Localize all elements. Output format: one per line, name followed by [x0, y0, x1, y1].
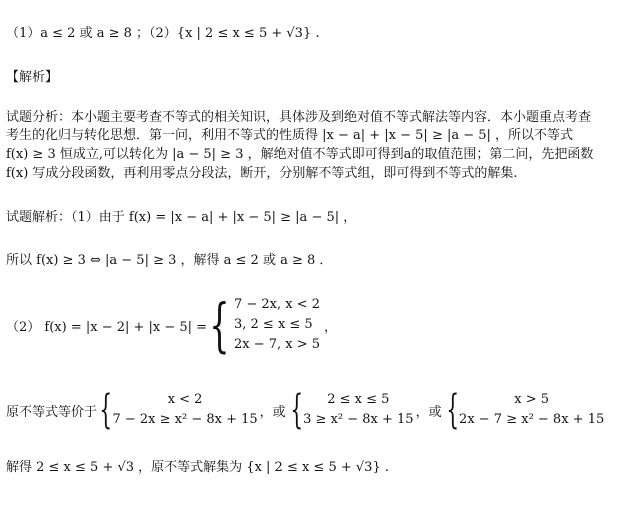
system-2	[303, 390, 413, 430]
system-1-brace: {	[99, 387, 113, 433]
analysis-line-4: f(x) 写成分段函数，再利用零点分段法，断开，分别解不等式组，即可得到不等式的解集.	[6, 166, 518, 181]
system-sep-1: ，或	[259, 404, 286, 420]
system-1	[112, 390, 257, 430]
system-1-bottom: 7 − 2x ≥ x² − 8x + 15	[112, 412, 258, 427]
final-answer-line: 解得 2 ≤ x ≤ 5 + √3 ，原不等式解集为 {x | 2 ≤ x ≤ 5 + √3} .	[6, 460, 389, 475]
system-2-brace: {	[290, 387, 303, 433]
system-sep-2: ，或	[415, 404, 442, 420]
left-brace: {	[209, 291, 230, 359]
piecewise-case-2: 3, 2 ≤ x ≤ 5	[233, 317, 313, 332]
system-3-bottom: 2x − 7 ≥ x² − 8x + 15	[459, 412, 605, 427]
system-1-top: x < 2	[167, 392, 203, 407]
system-2-top: 2 ≤ x ≤ 5	[327, 392, 390, 407]
piecewise-case-3: 2x − 7, x > 5	[233, 337, 321, 352]
section-title: 【解析】	[6, 70, 59, 85]
piecewise-case-1: 7 − 2x, x < 2	[233, 297, 321, 312]
analysis-line-1: 试题分析：本小题主要考查不等式的相关知识，具体涉及到绝对值不等式解法等内容．本小题重点考查	[6, 110, 592, 125]
piecewise-suffix: ，	[324, 319, 338, 335]
inequality-systems	[6, 387, 605, 433]
solution-line-1: 试题解析：（1）由于 f(x) = |x − a| + |x − 5| ≥ |a − 5| ，	[6, 210, 357, 225]
system-2-bottom: 3 ≥ x² − 8x + 15	[303, 412, 414, 427]
piecewise-prefix: （2） f(x) = |x − 2| + |x − 5| =	[6, 319, 208, 335]
answer-line: （1）a ≤ 2 或 a ≥ 8 ；（2）{x | 2 ≤ x ≤ 5 + √3} .	[6, 26, 320, 41]
system-prefix: 原不等式等价于	[6, 404, 98, 420]
analysis-line-3: f(x) ≥ 3 恒成立,可以转化为 |a − 5| ≥ 3 ，解绝对值不等式即可得到a的取值范围；第二问，先把函数	[6, 147, 594, 162]
system-3-brace: {	[445, 387, 459, 433]
analysis-line-2: 考生的化归与转化思想．第一问，利用不等式的性质得 |x − a| + |x − 5| ≥ |a − 5| ，所以不等式	[6, 128, 574, 143]
piecewise-function	[6, 291, 338, 359]
system-3-top: x > 5	[514, 392, 550, 407]
system-3	[459, 390, 604, 430]
piecewise-cases	[234, 295, 320, 355]
solution-line-2: 所以 f(x) ≥ 3 ⇔ |a − 5| ≥ 3 ，解得 a ≤ 2 或 a ≥ 8 ．	[6, 253, 333, 268]
